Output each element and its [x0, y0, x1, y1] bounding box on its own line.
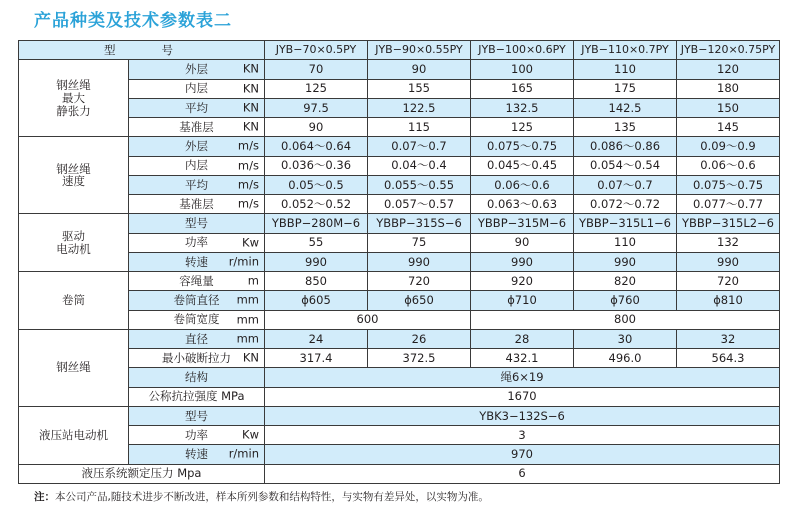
row-label: 型号	[129, 214, 265, 233]
table-cell: 0.05～0.5	[265, 175, 368, 194]
table-cell: 0.07～0.7	[574, 175, 677, 194]
row-label: 液压系统额定压力 Mpa	[19, 464, 265, 484]
table-cell: ϕ760	[574, 291, 677, 310]
table-cell: YBBP−280M−6	[265, 214, 368, 233]
table-cell: YBBP−315M−6	[471, 214, 574, 233]
table-row	[19, 60, 780, 79]
table-cell: 165	[471, 79, 574, 98]
table-cell: 122.5	[368, 98, 471, 117]
table-cell: YBBP−315L2−6	[677, 214, 780, 233]
table-cell: 372.5	[368, 349, 471, 368]
table-cell: 0.075～0.75	[471, 137, 574, 156]
table-cell: 0.055～0.55	[368, 175, 471, 194]
table-cell: 990	[677, 252, 780, 271]
table-cell: 绳6×19	[265, 368, 780, 387]
group-label-static-tension: 钢丝绳 最大 静张力	[19, 60, 129, 137]
row-label: 公称抗拉强度 MPa	[129, 387, 265, 406]
table-cell: 3	[265, 426, 780, 445]
table-cell: 110	[574, 60, 677, 79]
table-cell: YBK3−132S−6	[265, 406, 780, 425]
table-cell: 990	[574, 252, 677, 271]
table-cell: 26	[368, 329, 471, 348]
table-cell: 800	[471, 310, 780, 329]
table-cell: 24	[265, 329, 368, 348]
row-label: 外层 KN	[129, 60, 265, 79]
table-cell: 55	[265, 233, 368, 252]
table-row	[19, 272, 780, 291]
row-label: 结构	[129, 368, 265, 387]
table-cell: 6	[265, 464, 780, 484]
table-cell: 820	[574, 272, 677, 291]
row-label: 卷筒宽度 mm	[129, 310, 265, 329]
group-label-rope: 钢丝绳	[19, 329, 129, 406]
table-row	[19, 79, 780, 98]
header-model-label: 型 号	[19, 41, 265, 60]
table-cell: 720	[677, 272, 780, 291]
table-cell: 496.0	[574, 349, 677, 368]
row-label: 卷筒直径 mm	[129, 291, 265, 310]
table-cell: 132	[677, 233, 780, 252]
table-cell: 0.07～0.7	[368, 137, 471, 156]
table-cell: 0.057～0.57	[368, 195, 471, 214]
row-label: 平均 KN	[129, 98, 265, 117]
table-cell: 180	[677, 79, 780, 98]
table-row	[19, 464, 780, 484]
header-row	[19, 41, 780, 60]
model-header: JYB−70×0.5PY	[265, 41, 368, 60]
table-cell: 90	[471, 233, 574, 252]
table-cell: 120	[677, 60, 780, 79]
table-row	[19, 195, 780, 214]
table-cell: ϕ710	[471, 291, 574, 310]
table-cell: YBBP−315S−6	[368, 214, 471, 233]
table-cell: 0.064～0.64	[265, 137, 368, 156]
table-cell: 125	[265, 79, 368, 98]
table-cell: 0.086～0.86	[574, 137, 677, 156]
table-cell: 0.036～0.36	[265, 156, 368, 175]
model-header: JYB−110×0.7PY	[574, 41, 677, 60]
table-cell: 70	[265, 60, 368, 79]
table-cell: 75	[368, 233, 471, 252]
page-title: 产品种类及技术参数表二	[34, 11, 232, 31]
table-cell: 90	[368, 60, 471, 79]
table-row	[19, 98, 780, 117]
table-cell: 0.077～0.77	[677, 195, 780, 214]
table-row	[19, 349, 780, 368]
table-row	[19, 291, 780, 310]
table-cell: ϕ810	[677, 291, 780, 310]
table-cell: 100	[471, 60, 574, 79]
table-cell: 990	[265, 252, 368, 271]
footnote: 注：本公司产品,随技术进步不断改进，样本所列参数和结构特性，与实物有差异处，以实物为准。	[34, 491, 489, 503]
table-cell: ϕ605	[265, 291, 368, 310]
table-row	[19, 387, 780, 406]
table-cell: 0.06～0.6	[471, 175, 574, 194]
table-cell: 32	[677, 329, 780, 348]
table-cell: 0.072～0.72	[574, 195, 677, 214]
table-row	[19, 445, 780, 464]
table-cell: 0.063～0.63	[471, 195, 574, 214]
table-cell: 990	[471, 252, 574, 271]
row-label: 最小破断拉力 KN	[129, 349, 265, 368]
table-cell: 0.054～0.54	[574, 156, 677, 175]
group-label-hyd-motor: 液压站电动机	[19, 406, 129, 464]
table-cell: 0.045～0.45	[471, 156, 574, 175]
table-cell: 110	[574, 233, 677, 252]
table-row	[19, 137, 780, 156]
table-cell: 115	[368, 118, 471, 137]
table-cell: 850	[265, 272, 368, 291]
row-label: 平均 m/s	[129, 175, 265, 194]
table-row	[19, 426, 780, 445]
table-cell: 970	[265, 445, 780, 464]
table-cell: 125	[471, 118, 574, 137]
table-cell: 30	[574, 329, 677, 348]
table-cell: 564.3	[677, 349, 780, 368]
table-cell: 150	[677, 98, 780, 117]
table-cell: 600	[265, 310, 471, 329]
row-label: 转速 r/min	[129, 445, 265, 464]
row-label: 基准层 KN	[129, 118, 265, 137]
table-cell: 990	[368, 252, 471, 271]
table-cell: 0.06～0.6	[677, 156, 780, 175]
table-cell: 920	[471, 272, 574, 291]
model-header: JYB−120×0.75PY	[677, 41, 780, 60]
table-cell: 90	[265, 118, 368, 137]
row-label: 功率 Kw	[129, 426, 265, 445]
table-cell: 0.09～0.9	[677, 137, 780, 156]
table-cell: 155	[368, 79, 471, 98]
table-row	[19, 252, 780, 271]
row-label: 基准层 m/s	[129, 195, 265, 214]
table-row	[19, 406, 780, 425]
table-row	[19, 175, 780, 194]
table-cell: 142.5	[574, 98, 677, 117]
table-cell: 145	[677, 118, 780, 137]
group-label-drum: 卷筒	[19, 272, 129, 330]
table-cell: 720	[368, 272, 471, 291]
table-row	[19, 368, 780, 387]
spec-table	[18, 40, 780, 484]
table-cell: 28	[471, 329, 574, 348]
table-cell: 432.1	[471, 349, 574, 368]
table-row	[19, 214, 780, 233]
group-label-speed: 钢丝绳 速度	[19, 137, 129, 214]
table-row	[19, 329, 780, 348]
table-cell: 1670	[265, 387, 780, 406]
table-cell: 135	[574, 118, 677, 137]
table-row	[19, 156, 780, 175]
table-cell: 317.4	[265, 349, 368, 368]
table-cell: 175	[574, 79, 677, 98]
row-label: 型号	[129, 406, 265, 425]
row-label: 转速 r/min	[129, 252, 265, 271]
table-cell: ϕ650	[368, 291, 471, 310]
row-label: 内层 KN	[129, 79, 265, 98]
table-row	[19, 118, 780, 137]
model-header: JYB−90×0.55PY	[368, 41, 471, 60]
row-label: 内层 m/s	[129, 156, 265, 175]
table-cell: 97.5	[265, 98, 368, 117]
table-row	[19, 310, 780, 329]
table-cell: 132.5	[471, 98, 574, 117]
table-cell: YBBP−315L1−6	[574, 214, 677, 233]
table-cell: 0.075～0.75	[677, 175, 780, 194]
row-label: 直径 mm	[129, 329, 265, 348]
model-header: JYB−100×0.6PY	[471, 41, 574, 60]
row-label: 功率 Kw	[129, 233, 265, 252]
table-cell: 0.052～0.52	[265, 195, 368, 214]
row-label: 外层 m/s	[129, 137, 265, 156]
group-label-motor: 驱动 电动机	[19, 214, 129, 272]
table-row	[19, 233, 780, 252]
table-cell: 0.04～0.4	[368, 156, 471, 175]
row-label: 容绳量 m	[129, 272, 265, 291]
